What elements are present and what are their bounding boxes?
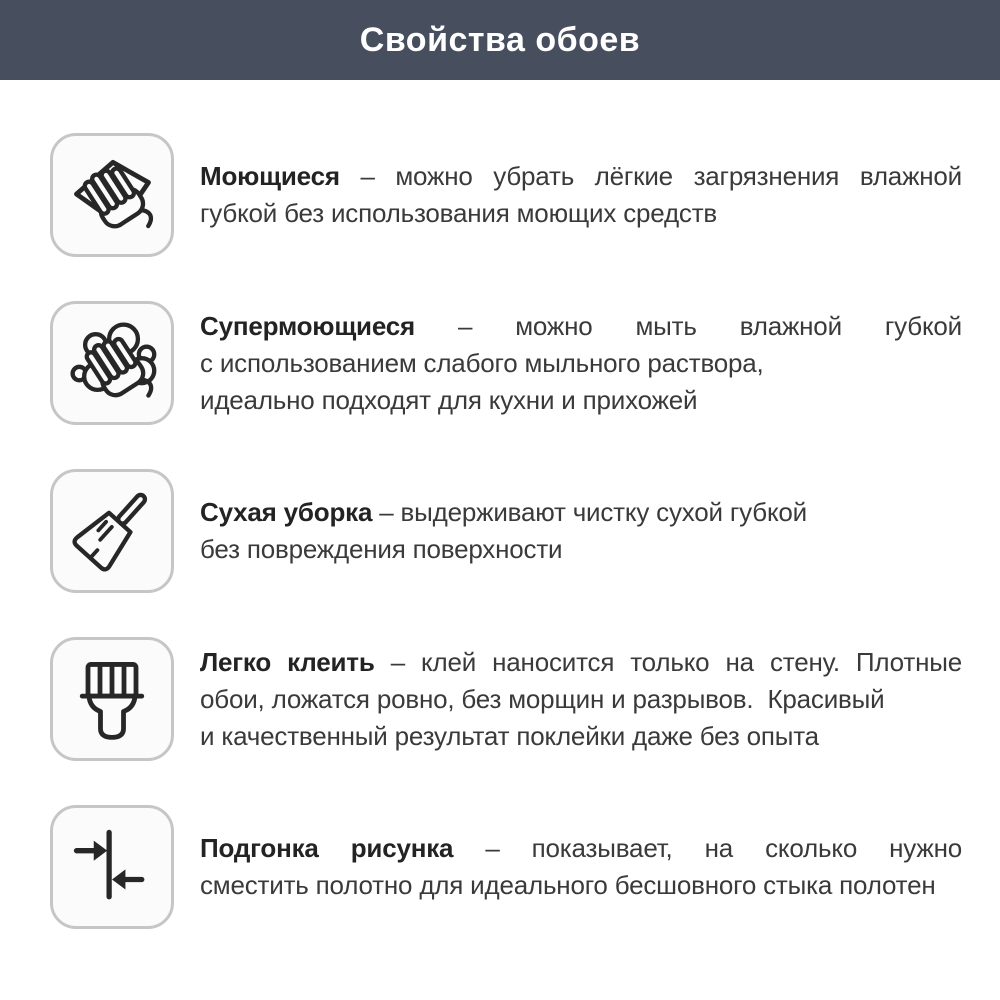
page-header [0,0,1000,80]
feature-description: – клей наносится только на стену. Плотные [390,646,962,677]
feature-line: и качественный результат поклейки даже без опыта [200,720,819,751]
feature-description: – выдерживают чистку сухой губкой [379,497,807,527]
feature-row-easy-gluing [50,637,962,761]
icon-box [50,301,174,425]
feature-line: с использованием слабого мыльного раствора, [200,347,764,378]
broom-icon [64,483,160,579]
feature-line: губкой без использования моющих средств [200,198,718,228]
feature-line [200,644,962,681]
feature-row-dry-cleaning [50,469,962,593]
feature-line [200,158,962,195]
feature-text [200,308,962,419]
feature-line [200,494,962,531]
feature-line: идеально подходят для кухни и прихожей [200,384,698,415]
feature-line: обои, ложатся ровно, без морщин и разрывов. Красивый [200,683,885,714]
feature-row-washable [50,133,962,257]
feature-description: – можно убрать лёгкие загрязнения влажной [360,161,962,191]
feature-term: Супермоющиеся [200,310,415,341]
feature-description: – показывает, на сколько нужно [485,833,962,863]
feature-line: без повреждения поверхности [200,534,563,564]
feature-line: сместить полотно для идеального бесшовного стыка полотен [200,870,936,900]
pattern-offset-arrows-icon [64,819,160,915]
feature-line [200,308,962,345]
feature-text [200,494,962,568]
icon-box [50,805,174,929]
icon-box [50,133,174,257]
feature-text [200,158,962,232]
feature-text [200,830,962,904]
wiping-hand-icon [64,147,160,243]
page-title: Свойства обоев [359,20,641,59]
feature-description: – можно мыть влажной губкой [458,310,962,341]
feature-row-pattern-match [50,805,962,929]
feature-term: Легко клеить [200,646,375,677]
feature-line [200,830,962,867]
feature-term: Сухая уборка [200,497,373,527]
feature-term: Подгонка рисунка [200,833,454,863]
feature-term: Моющиеся [200,161,340,191]
paint-brush-icon [64,651,160,747]
icon-box [50,637,174,761]
feature-row-super-washable [50,301,962,425]
icon-box [50,469,174,593]
features-list [0,80,1000,929]
soap-bubbles-hand-icon [64,315,160,411]
feature-text [200,644,962,755]
